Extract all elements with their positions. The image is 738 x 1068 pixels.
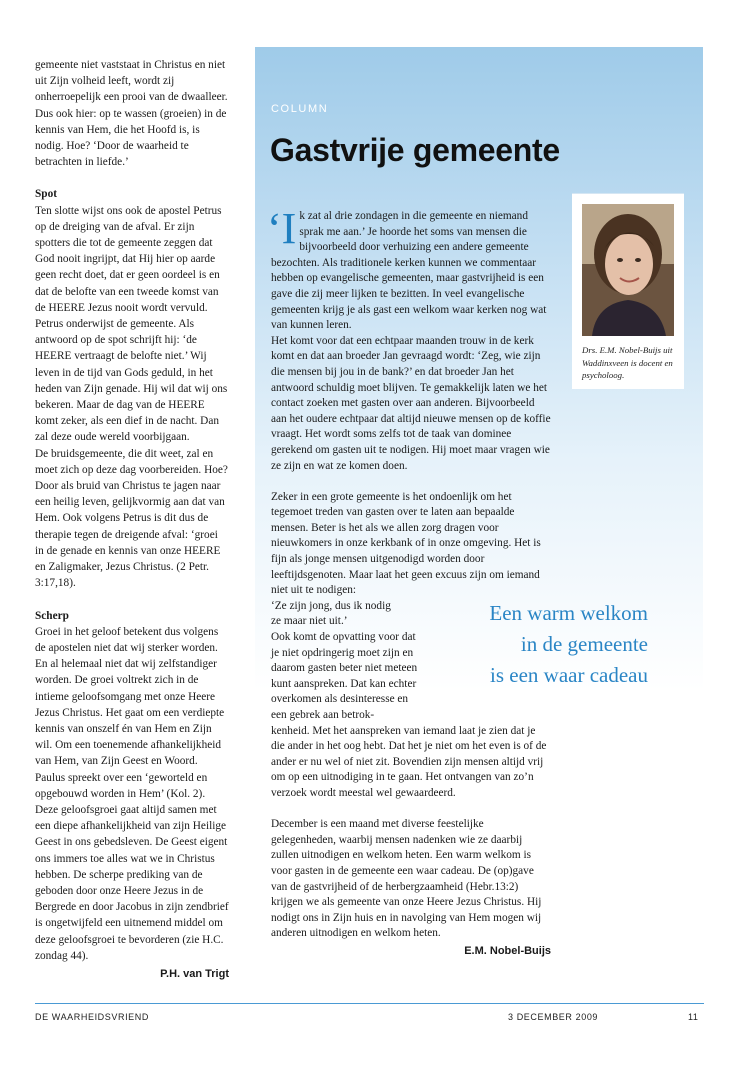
scherp-paragraph-1: Groei in het geloof betekent dus volgens de apostelen niet dat wij sterker worden. En al helemaal niet dat wij zelfstandiger worden. De groei voltrekt zich in de intieme geloofsomgang met onze Heere Jezus Christus. Het gaat om een verdiepte kennis van onszelf én van Hem en Zijn wil. Om een toenemende afhankelijkheid van Hem, van Zijn Geest en Woord. Paulus spreekt over een ‘geworteld en opgebouwd worden in Hem’ (Kol. 2). [35, 625, 225, 800]
pull-quote-line-2: in de gemeente [520, 632, 648, 656]
column-title: Gastvrije gemeente [270, 132, 560, 168]
left-intro: gemeente niet vaststaat in Christus en niet uit Zijn volheid leeft, wordt zij onherroepelijk een prooi van de dwaalleer. Dus ook hier: op te wassen (groeien) in de kennis van Hem, die het Hoofd is, is nodig. Hoe? ‘Door de waarheid te betrachten in liefde.’ [35, 59, 228, 169]
column-label: COLUMN [271, 103, 329, 115]
footer-divider [35, 1003, 704, 1004]
author-caption: Drs. E.M. Nobel-Buijs uit Waddinxveen is docent en psycholoog. [582, 345, 673, 380]
author-photo [582, 204, 674, 336]
spot-heading: Spot [35, 188, 57, 201]
pull-quote-line-1: Een warm welkom [489, 601, 648, 625]
column-paragraph-2: Het komt voor dat een echtpaar maanden trouw in de kerk komt en dat aan broeder Jan gevraagd wordt: ‘Zeg, wie zijn die mensen bij jou in de bank?’ en dat broeder Jan het antwoord schuldig moet blijven. Te gemakkelijk laten we het contact zoeken met gasten over aan anderen. Bijvoorbeeld aan het oudere echtpaar dat altijd nieuwe mensen op de koffie vraagt. Het wordt soms zelfs tot de taak van dominee gerekend om gasten uit te nodigen. Hij moet maar vragen wie ze zijn en wat ze komen doen. [271, 334, 551, 472]
column-body [267, 204, 551, 960]
footer-publication: DE WAARHEIDSVRIEND [35, 1012, 149, 1022]
pull-quote-line-3: is een waar cadeau [490, 663, 648, 687]
left-column [35, 57, 229, 982]
column-signature: E.M. Nobel-Buijs [464, 944, 551, 957]
column-quote-line-2: ze maar niet uit.’ [271, 615, 348, 628]
column-paragraph-4a: Ook komt de opvatting voor dat je niet opdringerig moet zijn en daarom gasten beter niet meteen kunt aanspreken. Dat kan echter overkomen als desinteresse en een gebrek aan betrok- [271, 631, 418, 721]
author-photo-box [572, 193, 684, 389]
pull-quote [440, 598, 648, 691]
spot-paragraph-3: De bruidsgemeente, die dit weet, zal en moet zich op deze dag voorbereiden. Hoe? Door als bruid van Christus te jagen naar een heilig leven, gelijkvormig aan dat van Hem. Ook volgens Petrus is dit dus de therapie tegen de dreigende afval: ‘groei in de genade en kennis van onze HEERE en Zaligmaker, Jezus Christus. (2 Petr. 3:17,18). [35, 447, 228, 590]
scherp-heading: Scherp [35, 609, 69, 622]
column-paragraph-3: Zeker in een grote gemeente is het ondoenlijk om het tegemoet treden van gasten over te laten aan bepaalde mensen. Beter is het als we allen zorg dragen voor nieuwkomers in onze kerkbank of in onze omgeving. Het is fijn als jonge mensen uitgenodigd worden door leeftijdsgenoten. Maar laat het geen excuus zijn om iemand niet uit te nodigen: [271, 490, 541, 597]
left-signature: P.H. van Trigt [160, 967, 229, 980]
spot-paragraph-2: Petrus onderwijst de gemeente. Als antwoord op de spot schrijft hij: ‘de HEERE vertraagt de belofte niet.’ Wij leven in de tijd van Gods geduld, in het heden van Zijn genade. Hij wil dat wij ons bekeren. Maar de dag van de HEERE komt zeker, als een dief in de nacht. Dan zal deze oude wereld voorbijgaan. [35, 318, 228, 444]
footer-date: 3 DECEMBER 2009 [508, 1012, 599, 1022]
column-paragraph-5: December is een maand met diverse feestelijke gelegenheden, waarbij mensen nadenken wie ze daarbij zullen uitnodigen en welkom heten. Een warm welkom is voor gasten in de gemeente een waar cadeau. De (op)gave van de gastvrijheid of de herbergzaamheid (Hebr.13:2) krijgen we als gemeente van onze Heere Jezus Christus. Hij nodigt ons in Zijn huis en in navolging van Hem mogen wij anderen uitnodigen en welkom heten. [271, 818, 542, 940]
drop-cap: ‘I [267, 204, 297, 253]
portrait-image [582, 204, 674, 336]
column-paragraph-1: ‘Ik zat al drie zondagen in die gemeente en niemand sprak me aan.’ Je hoorde het soms van mensen die bijvoorbeeld door verhuizing een andere gemeente bezochten. Als traditionele kerken kunnen we commentaar hebben op evangelische gemeenten, maar gastvrijheid is een gave die zij meer lijken te bezitten. In veel evangelische gemeenten krijg je als gast een welkom waar kerken nog wat van kunnen leren. [267, 204, 547, 332]
scherp-paragraph-2: Deze geloofsgroei gaat altijd samen met een diepe afhankelijkheid van zijn Heilige Geest in ons gebedsleven. De Geest eigent ons immers toe alles wat we in Christus hebben. De scherpe prediking van de geboden door onze Heere Jezus in de Bergrede en door Jacobus in zijn zendbrief is ongetwijfeld een uitnemend middel om deze geloofsgroei te bevorderen (zie H.C. zondag 44). [35, 803, 229, 962]
column-paragraph-4b: kenheid. Met het aanspreken van iemand laat je zien dat je die ander in het oog hebt. Dat het je niet om het even is of de ander er nu wel of niet zit. Bovendien zijn mensen altijd vrij om op een uitnodiging in te gaan. Het ontvangen van zo’n verzoek wordt meestal wel gewaardeerd. [271, 724, 547, 799]
spot-paragraph-1: Ten slotte wijst ons ook de apostel Petrus op de dreiging van de afval. Er zijn spotters die tot de gemeente zeggen dat God nooit ingrijpt, dat Hij hier op aarde geen recht doet, dat er geen oordeel is en dat de belofte van een tweede komst van de HEERE Jezus nooit wordt vervuld. [35, 204, 222, 314]
footer-page-number: 11 [688, 1012, 699, 1022]
column-quote-line-1: ‘Ze zijn jong, dus ik nodig [271, 599, 391, 612]
